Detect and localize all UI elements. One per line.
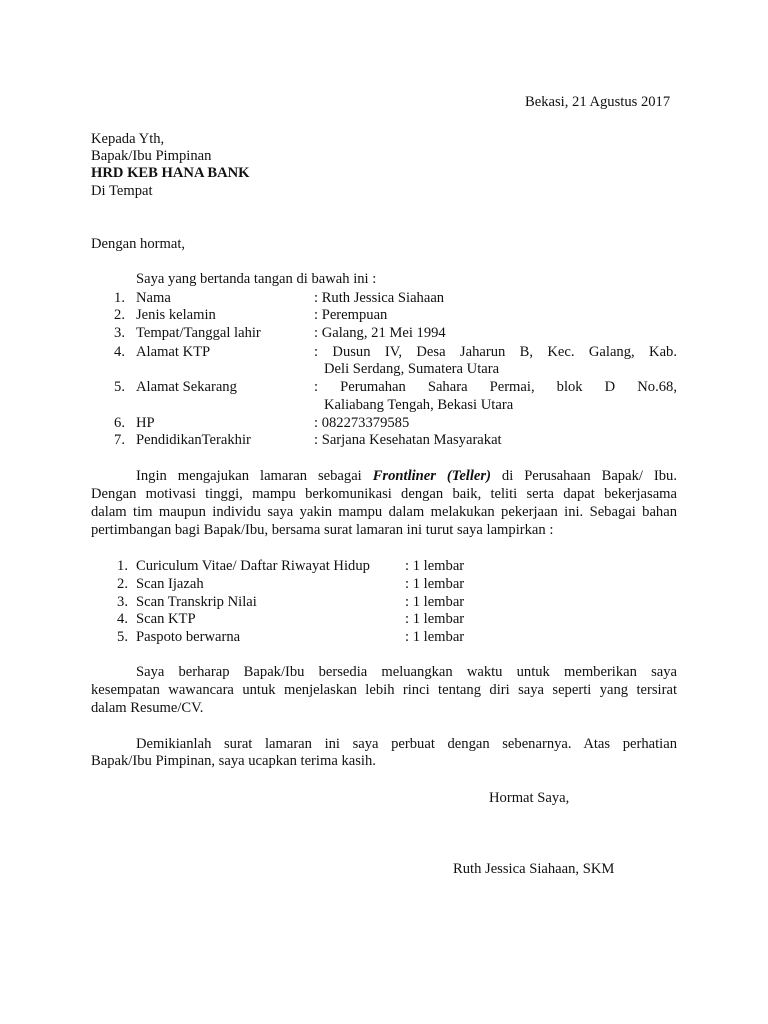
field-label: HP xyxy=(136,415,155,431)
signature-name: Ruth Jessica Siahaan, SKM xyxy=(453,861,615,877)
attachment-label: Curiculum Vitae/ Daftar Riwayat Hidup xyxy=(136,558,370,574)
paragraph-text: Ingin mengajukan lamaran sebagai xyxy=(136,468,362,484)
letter-date: Bekasi, 21 Agustus 2017 xyxy=(525,94,671,110)
field-label: Nama xyxy=(136,290,171,306)
paragraph-line xyxy=(136,468,677,485)
field-value: : 082273379585 xyxy=(314,415,410,431)
field-label: Jenis kelamin xyxy=(136,307,216,323)
paragraph-line: kesempatan wawancara untuk menjelaskan lebih rinci tentang diri saya seperti yang tersirat xyxy=(91,682,677,698)
paragraph-line: Saya berharap Bapak/Ibu bersedia meluangkan waktu untuk memberikan saya xyxy=(136,664,677,680)
paragraph-line: dalam Resume/CV. xyxy=(91,700,204,716)
attachment-count: : 1 lembar xyxy=(405,611,465,627)
field-label: Tempat/Tanggal lahir xyxy=(136,325,261,341)
recipient-line-4: Di Tempat xyxy=(91,183,153,199)
field-value-continued: Deli Serdang, Sumatera Utara xyxy=(324,361,500,377)
salutation: Dengan hormat, xyxy=(91,236,186,252)
paragraph-line: Dengan motivasi tinggi, mampu berkomunikasi dengan baik, teliti serta dapat bekerjasama xyxy=(91,486,677,502)
intro-line: Saya yang bertanda tangan di bawah ini : xyxy=(136,271,377,287)
list-number: 2. xyxy=(114,307,125,323)
list-number: 6. xyxy=(114,415,125,431)
paragraph-line: pertimbangan bagi Bapak/Ibu, bersama surat lamaran ini turut saya lampirkan : xyxy=(91,522,554,538)
attachment-count: : 1 lembar xyxy=(405,576,465,592)
recipient-line-2: Bapak/Ibu Pimpinan xyxy=(91,148,212,164)
position-name: Frontliner (Teller) xyxy=(372,468,491,484)
list-number: 4. xyxy=(117,611,128,627)
list-number: 1. xyxy=(114,290,125,306)
field-value: : Galang, 21 Mei 1994 xyxy=(314,325,446,341)
list-number: 3. xyxy=(117,594,128,610)
paragraph-text: di Perusahaan Bapak/ Ibu. xyxy=(501,468,677,484)
field-label: Alamat KTP xyxy=(136,344,211,360)
list-number: 1. xyxy=(117,558,128,574)
list-number: 5. xyxy=(114,379,125,395)
field-value: : Ruth Jessica Siahaan xyxy=(314,290,445,306)
field-label: Alamat Sekarang xyxy=(136,379,237,395)
attachment-label: Scan Transkrip Nilai xyxy=(136,594,257,610)
field-value: : Sarjana Kesehatan Masyarakat xyxy=(314,432,502,448)
list-number: 4. xyxy=(114,344,125,360)
attachment-label: Scan Ijazah xyxy=(136,576,204,592)
field-label: PendidikanTerakhir xyxy=(136,432,251,448)
list-number: 3. xyxy=(114,325,125,341)
attachment-count: : 1 lembar xyxy=(405,558,465,574)
field-value: : Dusun IV, Desa Jaharun B, Kec. Galang, Kab. xyxy=(314,344,677,360)
attachment-label: Paspoto berwarna xyxy=(136,629,241,645)
field-value-continued: Kaliabang Tengah, Bekasi Utara xyxy=(324,397,514,413)
list-number: 7. xyxy=(114,432,125,448)
attachment-count: : 1 lembar xyxy=(405,629,465,645)
paragraph-line: Demikianlah surat lamaran ini saya perbuat dengan sebenarnya. Atas perhatian xyxy=(136,736,677,752)
paragraph-line: Bapak/Ibu Pimpinan, saya ucapkan terima kasih. xyxy=(91,753,376,769)
closing-greeting: Hormat Saya, xyxy=(489,790,570,806)
field-value: : Perempuan xyxy=(314,307,388,323)
list-number: 2. xyxy=(117,576,128,592)
recipient-company: HRD KEB HANA BANK xyxy=(91,165,250,181)
field-value: : Perumahan Sahara Permai, blok D No.68, xyxy=(314,379,677,395)
list-number: 5. xyxy=(117,629,128,645)
attachment-label: Scan KTP xyxy=(136,611,196,627)
paragraph-line: dalam tim maupun individu saya yakin mampu dalam melakukan pekerjaan ini. Sebagai bahan xyxy=(91,504,677,520)
recipient-line-1: Kepada Yth, xyxy=(91,131,165,147)
attachment-count: : 1 lembar xyxy=(405,594,465,610)
